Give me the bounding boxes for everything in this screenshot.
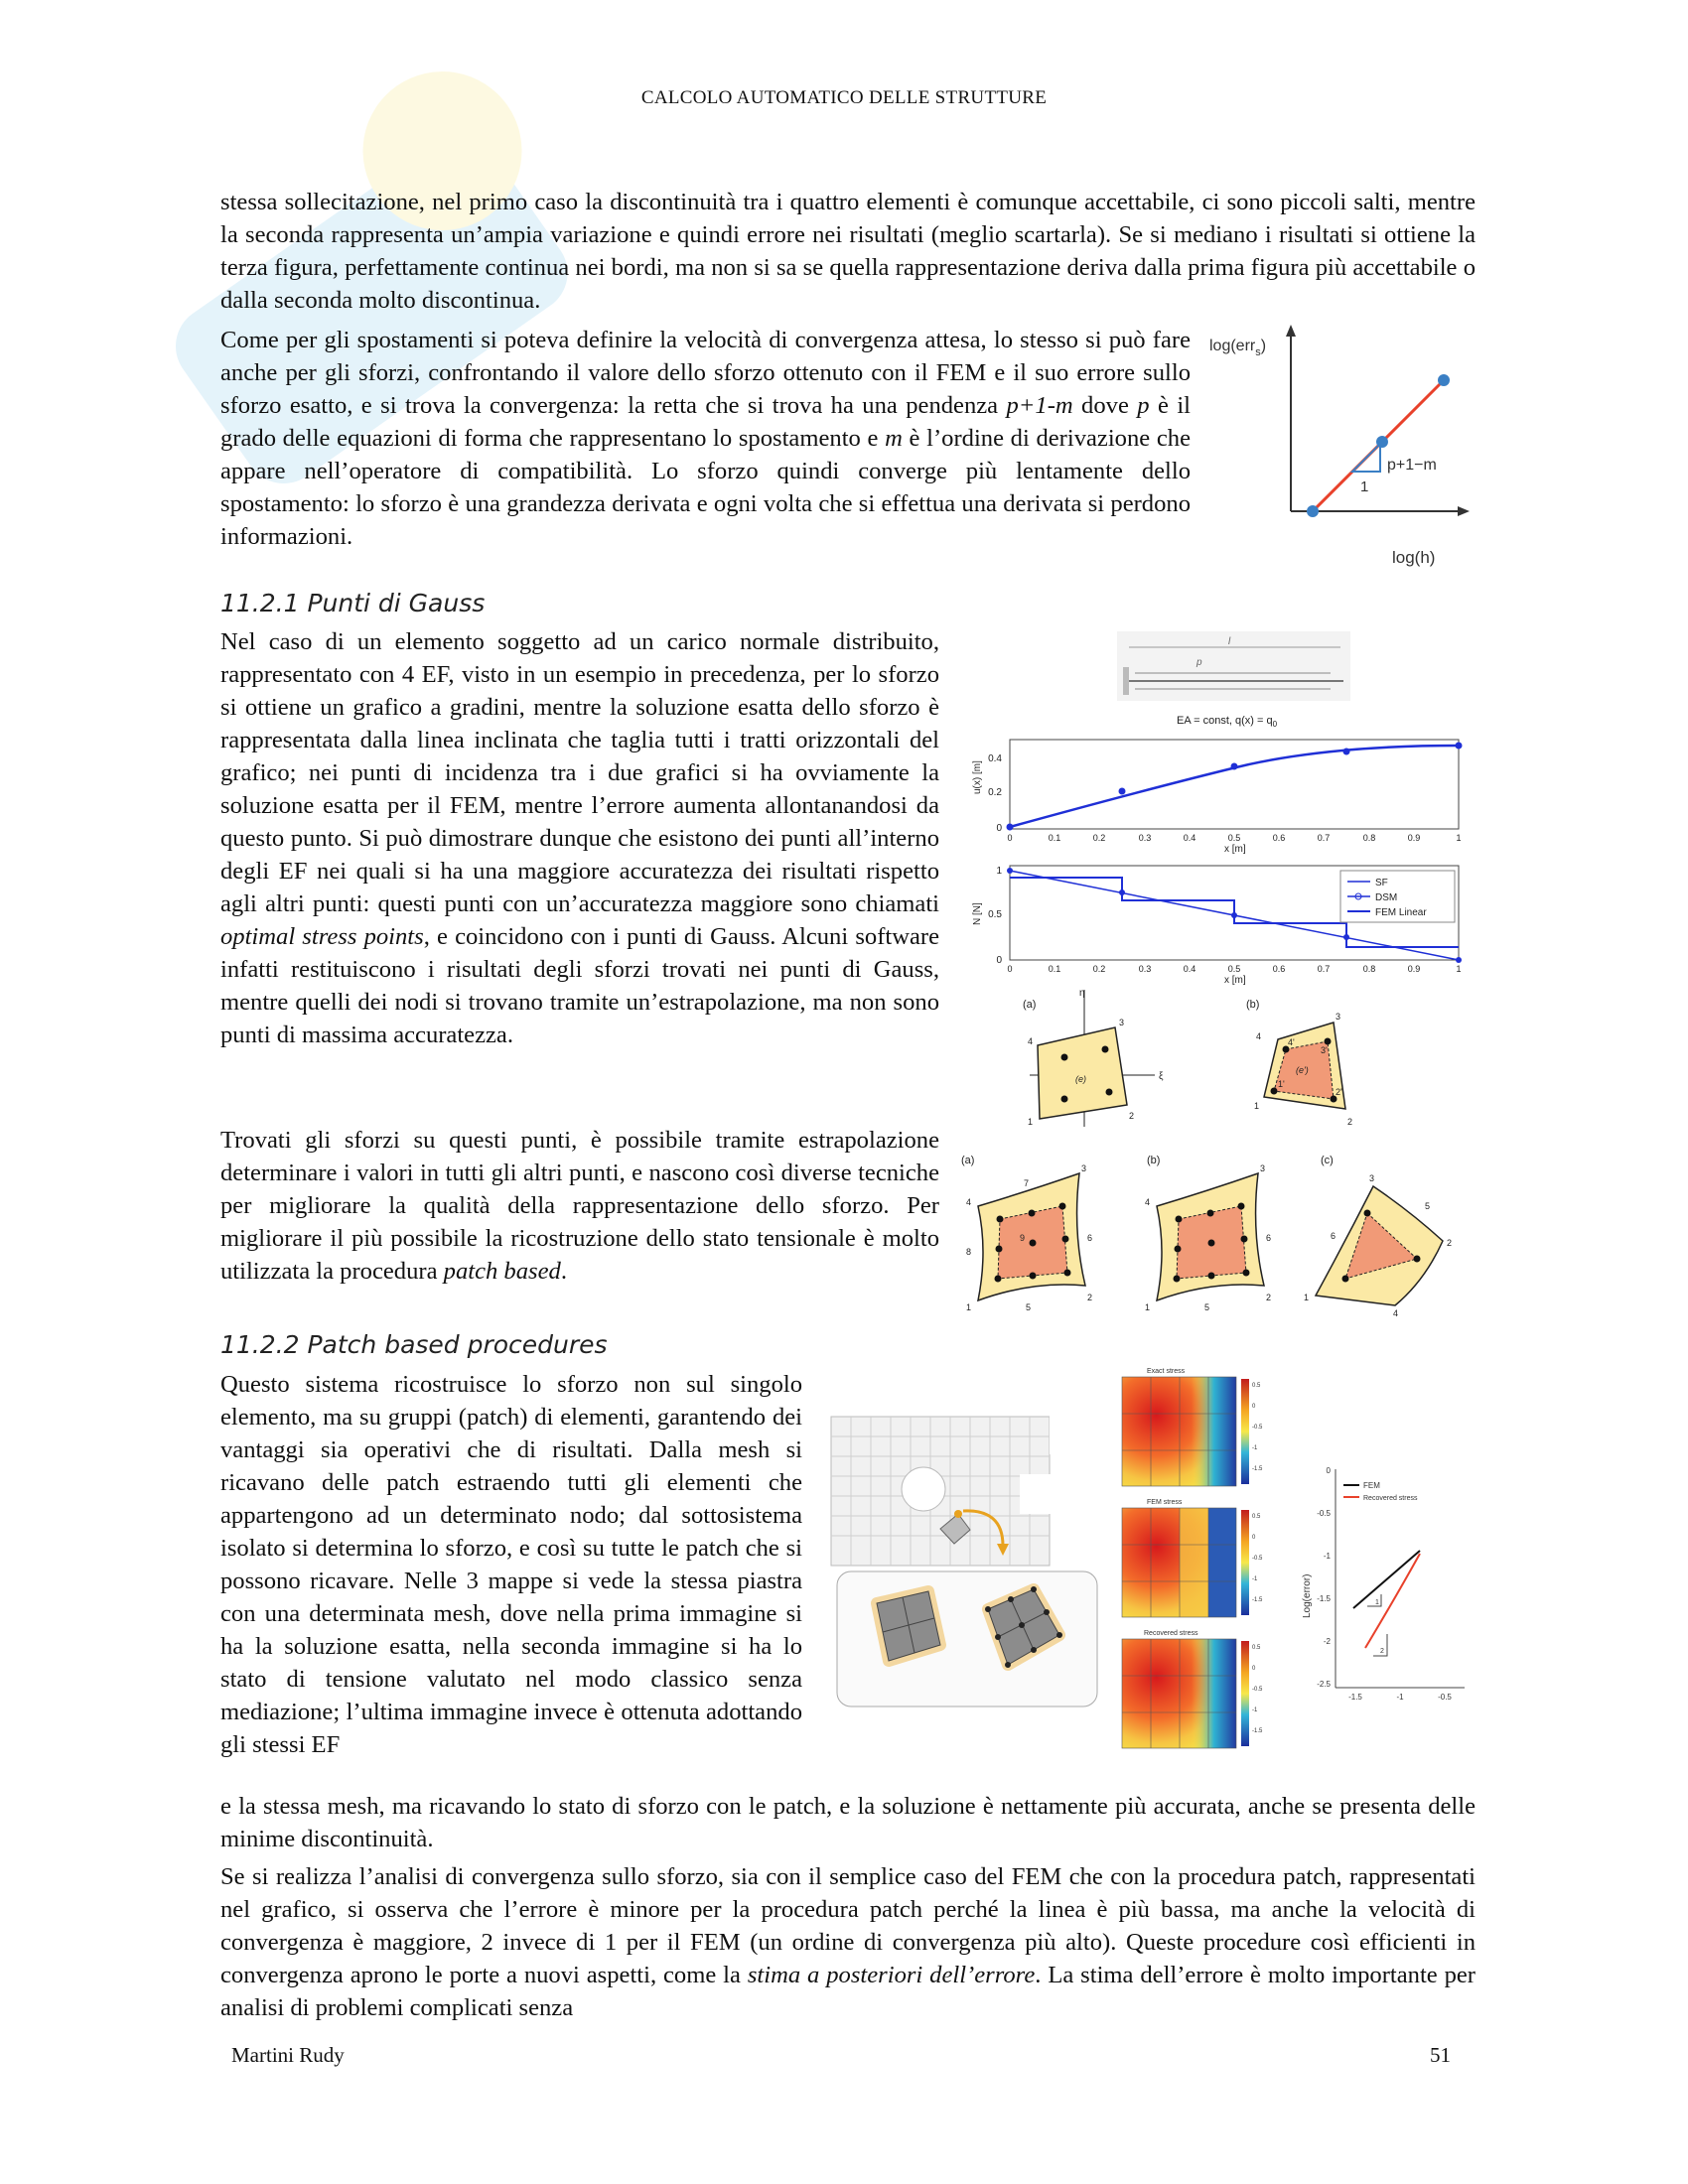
g2b-node: 1 xyxy=(1145,1302,1151,1312)
p2-xtick: 1 xyxy=(1456,964,1462,974)
paragraph-4 xyxy=(220,1124,939,1288)
map3-tick: -0.5 xyxy=(1252,1687,1263,1693)
p2-xtick: 0.5 xyxy=(1227,964,1241,974)
error-convergence-plot xyxy=(1296,1459,1470,1707)
p2-text-g: è l’ordine di derivazione che appare nell’operatore di compatibilità. Lo sforzo quindi converge più lentamente dello spostamento: lo sforzo è una grandezza derivata e ogni volta che si effettua una derivata si perdono informazioni. xyxy=(220,425,1191,550)
p4-text-c: . xyxy=(560,1258,567,1285)
p2-point xyxy=(1343,934,1349,940)
map3-tick: 0 xyxy=(1252,1666,1256,1672)
p2-xtick: 0.2 xyxy=(1092,964,1106,974)
p1-xtick: 0.6 xyxy=(1272,833,1286,843)
p3-italic: optimal stress points xyxy=(220,923,424,950)
p1-xtick: 1 xyxy=(1456,833,1462,843)
svg-text:(a): (a) xyxy=(1023,999,1037,1011)
p2-xtick: 0.7 xyxy=(1317,964,1331,974)
c2-xtick: -1 xyxy=(1396,1693,1404,1702)
svg-text:η: η xyxy=(1079,988,1085,999)
g1-node-p: 1' xyxy=(1278,1079,1285,1089)
g2b-node: 3 xyxy=(1260,1163,1266,1173)
p2-slope: p+1-m xyxy=(1006,392,1073,419)
gauss-points-figure-1 xyxy=(1018,988,1425,1147)
g2b-node: 4 xyxy=(1145,1197,1151,1207)
convergence-figure xyxy=(1203,323,1481,573)
c2-xtick: -1.5 xyxy=(1348,1693,1362,1702)
paragraph-6-text: e la stessa mesh, ma ricavando lo stato di sforzo con le patch, e la soluzione è nettamente più accurata, anche se presenta delle minime discontinuità. xyxy=(220,1793,1476,1852)
g2b-node: 5 xyxy=(1204,1302,1210,1312)
svg-text:(e'): (e') xyxy=(1296,1065,1309,1075)
point-3 xyxy=(1438,374,1450,386)
p2-xtick: 0.8 xyxy=(1362,964,1376,974)
mesh-patch-figure xyxy=(829,1415,1109,1712)
section-heading-patch: 11.2.2 Patch based procedures xyxy=(220,1330,608,1359)
g2c-node: 2 xyxy=(1447,1238,1453,1248)
p2-ytick-1: 0.5 xyxy=(988,909,1002,920)
p1-point xyxy=(1343,749,1350,755)
paragraph-3 xyxy=(220,625,939,1051)
c2-legend-recovered: Recovered stress xyxy=(1363,1495,1418,1502)
p2-legend-fem: FEM Linear xyxy=(1375,907,1427,918)
displacement-plot xyxy=(968,710,1470,854)
p4-italic: patch based xyxy=(443,1258,561,1285)
c2-ytick: 0 xyxy=(1326,1466,1331,1475)
c2-slope-1: 1 xyxy=(1375,1599,1379,1606)
g1-node-p: 4' xyxy=(1288,1037,1295,1047)
p1-ytick-2: 0.4 xyxy=(988,753,1002,764)
section-heading-gauss: 11.2.1 Punti di Gauss xyxy=(220,589,486,617)
footer-author: Martini Rudy xyxy=(231,2043,345,2067)
p2-text-c: dove xyxy=(1072,392,1138,419)
p2-xtick: 0.3 xyxy=(1138,964,1152,974)
map1-tick: -1.5 xyxy=(1252,1466,1263,1472)
p4-text-a: Trovati gli sforzi su questi punti, è possibile tramite estrapolazione determinare i valori in tutti gli altri punti, e nascono così diverse tecniche per migliorare la qualità della rappresentazione dello sforzo. Per migliorare il più possibile la ricostruzione dello stato tensionale è molto utilizzata la procedura xyxy=(220,1127,939,1285)
p1-xtick: 0.7 xyxy=(1317,833,1331,843)
gauss-points-figure-2 xyxy=(958,1152,1475,1318)
p2-text-e: è il grado delle equazioni di forma che rappresentano lo spostamento e xyxy=(220,392,1191,452)
paragraph-1-text: stessa sollecitazione, nel primo caso la discontinuità tra i quattro elementi è comunque accettabile, ci sono piccoli salti, mentre la seconda rappresenta un’ampia variazione e quindi errore nei risultati (meglio scartarla). Se si mediano i risultati si ottiene la terza figura, perfettamente continua nei bordi, ma non si sa se quella rappresentazione deriva dalla prima figura più accettabile o dalla seconda molto discontinua. xyxy=(220,189,1476,314)
g2c-node: 3 xyxy=(1369,1173,1375,1183)
map2-tick: -1.5 xyxy=(1252,1597,1263,1603)
paragraph-7 xyxy=(220,1860,1476,2024)
svg-text:p+1−m: p+1−m xyxy=(1387,457,1437,474)
g1-node: 2 xyxy=(1129,1111,1135,1121)
map2-tick: 0 xyxy=(1252,1535,1256,1541)
p1-xtick: 0.4 xyxy=(1183,833,1196,843)
map3-tick: 0.5 xyxy=(1252,1645,1261,1651)
g2a-node: 7 xyxy=(1024,1178,1030,1188)
svg-text:l: l xyxy=(1228,636,1231,647)
p1-xtick: 0.3 xyxy=(1138,833,1152,843)
p2-ytick-0: 0 xyxy=(996,955,1002,966)
p1-ytick-0: 0 xyxy=(996,823,1002,834)
g1-node-p: 2' xyxy=(1336,1087,1342,1097)
g2c-node: 5 xyxy=(1425,1201,1431,1211)
svg-text:x [m]: x [m] xyxy=(1224,975,1246,986)
g2a-node: 8 xyxy=(966,1247,972,1257)
c2-legend-fem: FEM xyxy=(1363,1481,1380,1490)
map2-tick: -1 xyxy=(1252,1576,1258,1582)
p2-point xyxy=(1456,957,1462,963)
map2-tick: -0.5 xyxy=(1252,1556,1263,1562)
g2a-node: 4 xyxy=(966,1197,972,1207)
p7-text-c: . La stima dell’errore è molto importante per analisi di problemi complicati senza xyxy=(220,1962,1476,2021)
g2b-node: 6 xyxy=(1266,1233,1272,1243)
g2c-node: 6 xyxy=(1331,1231,1336,1241)
p1-xtick: 0.8 xyxy=(1362,833,1376,843)
paragraph-2 xyxy=(220,324,1191,553)
c2-ytick: -1 xyxy=(1323,1552,1331,1561)
g1-node: 4 xyxy=(1028,1036,1034,1046)
c2-ytick: -2.5 xyxy=(1317,1680,1331,1689)
point-1 xyxy=(1307,505,1319,517)
map1-tick: 0.5 xyxy=(1252,1383,1261,1389)
p2-point xyxy=(1231,912,1237,918)
g2c-node: 1 xyxy=(1304,1293,1310,1302)
map2-tick: 0.5 xyxy=(1252,1514,1261,1520)
svg-text:1: 1 xyxy=(1360,478,1369,495)
page-header: CALCOLO AUTOMATICO DELLE STRUTTURE xyxy=(640,87,1048,108)
p1-xtick: 0.2 xyxy=(1092,833,1106,843)
p2-xtick: 0.1 xyxy=(1048,964,1061,974)
g2c-node: 4 xyxy=(1393,1308,1399,1318)
axial-force-plot xyxy=(968,856,1470,985)
svg-text:log(h): log(h) xyxy=(1392,548,1436,567)
paragraph-1 xyxy=(220,186,1476,317)
g1-node: 2 xyxy=(1347,1117,1353,1127)
g2a-node: 9 xyxy=(1020,1233,1026,1243)
c2-xtick: -0.5 xyxy=(1438,1693,1452,1702)
stress-maps-figure xyxy=(1122,1365,1271,1772)
p1-xtick: 0.1 xyxy=(1048,833,1061,843)
p2-legend-sf: SF xyxy=(1375,878,1388,888)
p1-xtick: 0.5 xyxy=(1227,833,1241,843)
map3-tick: -1 xyxy=(1252,1707,1258,1713)
map3-tick: -1.5 xyxy=(1252,1728,1263,1734)
p2-xtick: 0 xyxy=(1007,964,1013,974)
c2-ytick: -0.5 xyxy=(1317,1509,1331,1518)
p2-point xyxy=(1119,889,1125,895)
p7-text-a: Se si realizza l’analisi di convergenza sullo sforzo, sia con il semplice caso del FEM che con la procedura patch, rappresentati nel grafico, si osserva che l’errore è minore per la procedura patch perché la linea è più bassa, ma anche la velocità di convergenza è maggiore, 2 invece di 1 per il FEM (un ordine di convergenza più alto). Queste procedure così efficienti in convergenza aprono le porte a nuovi aspetti, come la xyxy=(220,1863,1476,1988)
p2-legend-dsm: DSM xyxy=(1375,892,1398,903)
svg-text:(c): (c) xyxy=(1321,1155,1334,1166)
p1-point xyxy=(1231,763,1238,770)
p2-xtick: 0.4 xyxy=(1183,964,1196,974)
map1-tick: 0 xyxy=(1252,1404,1256,1410)
p2-ytick-2: 1 xyxy=(996,866,1002,877)
svg-text:Recovered stress: Recovered stress xyxy=(1144,1630,1198,1637)
p2-var-p: p xyxy=(1137,392,1150,419)
g2a-node: 3 xyxy=(1081,1163,1087,1173)
g1-node: 1 xyxy=(1028,1117,1034,1127)
svg-text:Exact stress: Exact stress xyxy=(1147,1368,1186,1375)
g1-node: 3 xyxy=(1119,1018,1125,1027)
p1-point xyxy=(1456,743,1463,750)
svg-text:(e): (e) xyxy=(1075,1074,1086,1084)
g1-node-p: 3' xyxy=(1321,1045,1328,1055)
svg-text:EA = const, q(x) = q0: EA = const, $q(x) = q_0$ xyxy=(1177,715,1278,729)
svg-text:x [m]: x [m] xyxy=(1224,844,1246,855)
svg-text:u(x) [m]: u(x) [m] xyxy=(972,760,983,794)
p2-point xyxy=(1007,868,1013,874)
bar-figure xyxy=(1117,631,1350,701)
c2-ytick: -1.5 xyxy=(1317,1594,1331,1603)
g2b-node: 2 xyxy=(1266,1293,1272,1302)
p2-var-m: m xyxy=(885,425,903,452)
map1-tick: -1 xyxy=(1252,1445,1258,1451)
p2-xtick: 0.9 xyxy=(1407,964,1421,974)
svg-text:(b): (b) xyxy=(1147,1155,1161,1166)
g2a-node: 5 xyxy=(1026,1302,1032,1312)
paragraph-5-text: Questo sistema ricostruisce lo sforzo non sul singolo elemento, ma su gruppi (patch) di elementi, garantendo dei vantaggi sia operativi che di risultati. Dalla mesh si ricavano delle patch estraendo tutti gli elementi che appartengono ad un determinato nodo; dal sottosistema isolato si determina lo sforzo, e così su tutte le patch che si possono ricavare. Nelle 3 mappe si vede la stessa piastra con una determinata mesh, dove nella prima immagine si ha la soluzione esatta, nella seconda immagine si ha lo stato di tensione valutato nel modo classico senza mediazione; l’ultima immagine invece è ottenuta adottando gli stessi EF xyxy=(220,1371,802,1758)
p1-ytick-1: 0.2 xyxy=(988,787,1002,798)
g1-node: 3 xyxy=(1336,1012,1341,1022)
svg-text:(b): (b) xyxy=(1246,999,1260,1011)
svg-text:p: p xyxy=(1196,657,1202,668)
paragraph-6 xyxy=(220,1790,1476,1855)
c2-slope-2: 2 xyxy=(1380,1648,1384,1655)
p1-xtick: 0 xyxy=(1007,833,1013,843)
c2-ytick: -2 xyxy=(1323,1637,1331,1646)
g2a-node: 1 xyxy=(966,1302,972,1312)
g2a-node: 2 xyxy=(1087,1293,1093,1302)
p1-xtick: 0.9 xyxy=(1407,833,1421,843)
svg-text:Log(error): Log(error) xyxy=(1302,1573,1313,1618)
p3-text-a: Nel caso di un elemento soggetto ad un carico normale distribuito, rappresentato con 4 EF, visto in un esempio in precedenza, per lo sforzo si ottiene un grafico a gradini, mentre la soluzione esatta dello sforzo è rappresentata dalla linea inclinata che taglia tutti i tratti orizzontali del grafico; nei punti di incidenza tra i due grafici si ha ovviamente la soluzione esatta per il FEM, mentre l’errore aumenta allontanandosi da questo punto. Si può dimostrare dunque che esistono dei punti all’interno degli EF nei quali si ha una maggiore accuratezza dei risultati rispetto agli altri punti: questi punti con un’accuratezza maggiore sono chiamati xyxy=(220,628,939,917)
svg-text:ξ: ξ xyxy=(1159,1071,1164,1082)
p1-point xyxy=(1119,788,1126,795)
svg-text:N [N]: N [N] xyxy=(972,902,983,925)
p2-text-a: Come per gli spostamenti si poteva definire la velocità di convergenza attesa, lo stesso si può fare anche per gli sforzi, confrontando il valore dello sforzo ottenuto con il FEM e il suo errore sullo sforzo esatto, e si trova la convergenza: la retta che si trova ha una pendenza xyxy=(220,327,1191,419)
p3-text-c: , e coincidono con i punti di Gauss. Alcuni software infatti restituiscono i risultati degli sforzi trovati nei punti di Gauss, mentre quelli dei nodi si trovano tramite un’estrapolazione, ma non sono punti di massima accuratezza. xyxy=(220,923,939,1048)
svg-text:log(errs): log(err$_s$) xyxy=(1209,338,1267,358)
svg-text:FEM stress: FEM stress xyxy=(1147,1499,1183,1506)
p7-italic: stima a posteriori dell’errore xyxy=(747,1962,1036,1988)
g2a-node: 6 xyxy=(1087,1233,1093,1243)
p1-point xyxy=(1007,824,1014,831)
svg-text:(a): (a) xyxy=(961,1155,975,1166)
g1-node: 4 xyxy=(1256,1031,1262,1041)
paragraph-5 xyxy=(220,1368,802,1761)
p2-xtick: 0.6 xyxy=(1272,964,1286,974)
page-number: 51 xyxy=(1430,2043,1451,2067)
g1-node: 1 xyxy=(1254,1101,1260,1111)
map1-tick: -0.5 xyxy=(1252,1425,1263,1431)
